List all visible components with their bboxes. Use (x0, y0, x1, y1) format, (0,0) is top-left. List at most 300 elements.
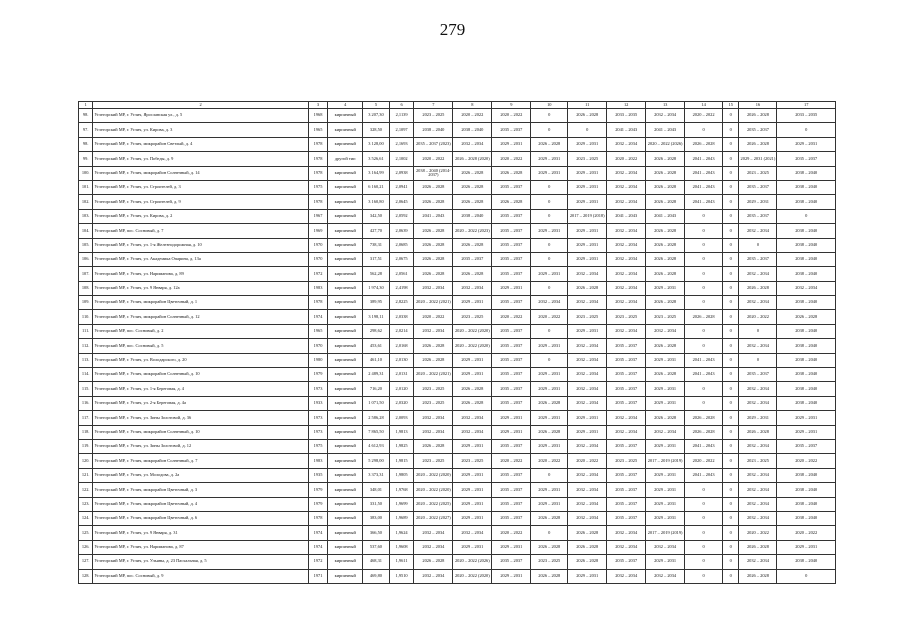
table-cell: 2029 – 2031 (777, 137, 836, 151)
table-cell: 0 (723, 209, 739, 223)
table-cell: 2026 – 2028 (646, 252, 685, 266)
table-row (79, 497, 836, 511)
table-cell: 2020 – 2022 (2027) (414, 511, 453, 525)
table-cell: 2029 – 2031 (568, 180, 607, 194)
table-cell: 104. (79, 224, 93, 238)
table-cell: 2032 – 2034 (607, 166, 646, 180)
table-cell: 113. (79, 353, 93, 367)
table-cell: 2026 – 2028 (646, 296, 685, 310)
table-cell: 2029 – 2031 (492, 540, 531, 554)
table-cell: 1971 (308, 569, 327, 583)
address-cell: Углегорский МР, г. Углич, Ярославская ул., д. 5 (93, 109, 308, 123)
table-cell: 0 (531, 526, 568, 540)
table-cell: 109. (79, 296, 93, 310)
table-cell: 125. (79, 526, 93, 540)
table-cell: 2035 – 2037 (777, 152, 836, 166)
table-cell: 2035 – 2037 (607, 468, 646, 482)
table-cell: кирпичный (328, 209, 363, 223)
table-cell: 2026 – 2028 (414, 224, 453, 238)
header-cell: 6 (389, 102, 414, 109)
table-cell: кирпичный (328, 368, 363, 382)
table-cell: 2026 – 2028 (492, 195, 531, 209)
table-cell: 3 207,30 (363, 109, 390, 123)
table-cell: 2,0120 (389, 382, 414, 396)
table-cell: 128. (79, 569, 93, 583)
table-cell: 2026 – 2028 (568, 555, 607, 569)
table-cell: 2026 – 2028 (453, 180, 492, 194)
table-cell: 0 (685, 483, 723, 497)
table-cell: 0 (723, 454, 739, 468)
table-cell: 2032 – 2034 (453, 137, 492, 151)
table-cell: 0 (777, 209, 836, 223)
address-cell: Углегорский МР, г. Углич, ул. 9 Января, д. 31 (93, 526, 308, 540)
table-cell: 1978 (308, 195, 327, 209)
table-cell: 2035 – 2037 (492, 224, 531, 238)
table-cell: 2032 – 2034 (646, 569, 685, 583)
table-cell: кирпичный (328, 497, 363, 511)
table-cell: 2026 – 2028 (414, 439, 453, 453)
table-cell: 2035 – 2037 (607, 555, 646, 569)
table-row (79, 180, 836, 194)
table-cell: 2032 – 2034 (739, 224, 777, 238)
table-cell: 120. (79, 454, 93, 468)
table-cell: 0 (723, 281, 739, 295)
table-cell: 2032 – 2034 (607, 238, 646, 252)
table-cell: 0 (723, 339, 739, 353)
table-cell: кирпичный (328, 353, 363, 367)
table-cell: 0 (685, 511, 723, 525)
table-cell: 2041 – 2043 (646, 123, 685, 137)
table-cell: 121. (79, 468, 93, 482)
table-cell: 2017 – 2019 (2019) (646, 454, 685, 468)
header-cell: 4 (328, 102, 363, 109)
table-cell: 2029 – 2031 (568, 252, 607, 266)
table-cell: 1,9813 (389, 425, 414, 439)
table-row (79, 166, 836, 180)
table-cell: кирпичный (328, 425, 363, 439)
table-cell: 0 (723, 137, 739, 151)
table-cell: 3 128,00 (363, 137, 390, 151)
table-cell: 0 (723, 152, 739, 166)
page-number: 279 (439, 20, 466, 39)
table-cell: кирпичный (328, 310, 363, 324)
table-row (79, 195, 836, 209)
table-cell: 298,62 (363, 324, 390, 338)
table-cell: 2035 – 2037 (607, 382, 646, 396)
table-cell: 0 (685, 555, 723, 569)
table-cell: 2038 – 2040 (777, 382, 836, 396)
table-cell: 2032 – 2034 (607, 296, 646, 310)
table-cell: 2026 – 2028 (739, 540, 777, 554)
table-cell: 0 (723, 396, 739, 410)
table-cell: 2035 – 2037 (739, 368, 777, 382)
table-cell: 2020 – 2022 (2025) (414, 497, 453, 511)
table-cell: 2029 – 2031 (453, 468, 492, 482)
table-cell: 2026 – 2028 (646, 166, 685, 180)
table-cell: 2,0214 (389, 324, 414, 338)
address-cell: Углегорский МР, г. Углич, ул. Победы, д. 9 (93, 152, 308, 166)
table-cell: 2029 – 2031 (568, 195, 607, 209)
table-cell: 2038 – 2040 (777, 224, 836, 238)
table-cell: 2026 – 2028 (531, 396, 568, 410)
table-cell: 2032 – 2034 (607, 411, 646, 425)
table-cell: 2020 – 2022 (492, 310, 531, 324)
table-cell: 0 (531, 353, 568, 367)
table-cell: 4 612,93 (363, 439, 390, 453)
table-cell: 2026 – 2028 (414, 555, 453, 569)
table-cell: 2032 – 2034 (568, 368, 607, 382)
table-cell: 2020 – 2022 (2020) (453, 569, 492, 583)
table-cell: 2023 – 2025 (453, 310, 492, 324)
table-cell: 2 586,28 (363, 411, 390, 425)
address-cell: Углегорский МР, г. Углич, ул. Кирова, д. 2 (93, 209, 308, 223)
table-cell: 2035 – 2037 (607, 396, 646, 410)
header-row (79, 102, 836, 109)
table-cell: 2032 – 2034 (739, 483, 777, 497)
table-cell: 2026 – 2028 (777, 310, 836, 324)
address-cell: Углегорский МР, г. Углич, микрорайон Цветочный, д. 4 (93, 497, 308, 511)
table-cell: 2026 – 2028 (453, 382, 492, 396)
table-cell: 2035 – 2037 (492, 483, 531, 497)
table-row (79, 152, 836, 166)
table-cell: 2035 – 2037 (492, 468, 531, 482)
table-cell: 366,50 (363, 526, 390, 540)
table-cell: кирпичный (328, 137, 363, 151)
address-cell: Углегорский МР, г. Углич, ул. 9 Января, д. 12а (93, 281, 308, 295)
address-cell: Углегорский МР, пос. Сосновый, д. 2 (93, 324, 308, 338)
table-cell: 108. (79, 281, 93, 295)
table-cell: 103. (79, 209, 93, 223)
table-cell: кирпичный (328, 296, 363, 310)
table-cell: 2035 – 2037 (607, 368, 646, 382)
table-row (79, 339, 836, 353)
table-cell: 331,50 (363, 497, 390, 511)
address-cell: Углегорский МР, г. Углич, микрорайон Солнечный, д. 7 (93, 454, 308, 468)
table-cell: 2035 – 2037 (492, 497, 531, 511)
table-cell: 2026 – 2028 (453, 166, 492, 180)
table-cell: 0 (723, 267, 739, 281)
address-cell: Углегорский МР, г. Углич, микрорайон Солнечный, д. 12 (93, 310, 308, 324)
table-row (79, 483, 836, 497)
table-cell: 2032 – 2034 (568, 511, 607, 525)
table-cell: 1,9624 (389, 526, 414, 540)
table-cell: 2026 – 2028 (739, 425, 777, 439)
table-cell: 0 (739, 324, 777, 338)
table-cell: 2032 – 2034 (414, 281, 453, 295)
table-cell: 2035 – 2037 (492, 396, 531, 410)
table-cell: кирпичный (328, 109, 363, 123)
table-row (79, 238, 836, 252)
table-cell: 2026 – 2028 (531, 425, 568, 439)
table-cell: 389,95 (363, 296, 390, 310)
table-cell: 0 (777, 123, 836, 137)
table-row (79, 310, 836, 324)
table-cell: 2035 – 2037 (607, 483, 646, 497)
table-cell: 2032 – 2034 (568, 439, 607, 453)
table-cell: 0 (685, 123, 723, 137)
table-cell: 2,1139 (389, 109, 414, 123)
table-cell: 2038 – 2040 (777, 555, 836, 569)
table-cell: 0 (723, 224, 739, 238)
table-cell: 0 (685, 267, 723, 281)
table-cell: 2029 – 2031 (492, 281, 531, 295)
table-cell: 0 (723, 109, 739, 123)
table-cell: 2020 – 2022 (739, 310, 777, 324)
table-cell: 2029 – 2031 (2021) (739, 152, 777, 166)
table-cell: 2035 – 2037 (607, 353, 646, 367)
table-cell: 2035 – 2037 (739, 209, 777, 223)
table-cell: 117. (79, 411, 93, 425)
table-cell: 1,9510 (389, 569, 414, 583)
table-cell: 0 (685, 382, 723, 396)
table-cell: 2020 – 2022 (777, 526, 836, 540)
header-cell: 15 (723, 102, 739, 109)
table-cell: 0 (723, 166, 739, 180)
table-cell: 1,9805 (389, 468, 414, 482)
table-cell: 0 (723, 511, 739, 525)
table-cell: 2026 – 2028 (414, 353, 453, 367)
table-cell: 2026 – 2028 (453, 238, 492, 252)
table-cell: 0 (685, 209, 723, 223)
address-cell: Углегорский МР, пос. Сосновый, д. 5 (93, 339, 308, 353)
table-cell: 2035 – 2037 (492, 353, 531, 367)
header-cell: 14 (685, 102, 723, 109)
table-cell: 118. (79, 425, 93, 439)
header-cell: 17 (777, 102, 836, 109)
table-cell: кирпичный (328, 396, 363, 410)
table-cell: 0 (739, 238, 777, 252)
table-cell: 2032 – 2034 (607, 195, 646, 209)
table-cell: 2026 – 2028 (646, 238, 685, 252)
table-cell: 2026 – 2028 (685, 310, 723, 324)
table-cell: 2035 – 2037 (607, 339, 646, 353)
table-cell: 348,01 (363, 483, 390, 497)
table-row (79, 555, 836, 569)
table-cell: 1978 (308, 137, 327, 151)
table-cell: 2041 – 2043 (685, 166, 723, 180)
table-cell: 1965 (308, 123, 327, 137)
table-cell: 2038 – 2040 (777, 468, 836, 482)
table-cell: 2032 – 2034 (607, 267, 646, 281)
table-cell: 2032 – 2034 (414, 569, 453, 583)
table-cell: 0 (685, 526, 723, 540)
table-cell: 0 (685, 569, 723, 583)
address-cell: Углегорский МР, пос. Сосновый, д. 9 (93, 569, 308, 583)
table-cell: 2035 – 2037 (453, 252, 492, 266)
address-cell: Углегорский МР, г. Углич, ул. Нариманова, д. 87 (93, 540, 308, 554)
table-cell: 2029 – 2031 (531, 152, 568, 166)
table-cell: 2026 – 2028 (453, 396, 492, 410)
table-cell: 2032 – 2034 (607, 180, 646, 194)
table-cell: 537,60 (363, 540, 390, 554)
table-cell: кирпичный (328, 526, 363, 540)
table-cell: 2032 – 2034 (414, 411, 453, 425)
table-cell: 2035 – 2037 (739, 252, 777, 266)
table-cell: 2029 – 2031 (492, 137, 531, 151)
table-cell: 2038 – 2040 (777, 483, 836, 497)
table-cell: 1,9815 (389, 454, 414, 468)
table-cell: 2026 – 2028 (685, 411, 723, 425)
table-cell: 0 (531, 468, 568, 482)
table-cell: 2023 – 2025 (646, 310, 685, 324)
table-cell: кирпичный (328, 224, 363, 238)
table-row (79, 569, 836, 583)
table-cell: 2033 – 2035 (777, 109, 836, 123)
table-cell: 2026 – 2028 (739, 137, 777, 151)
table-cell: 2026 – 2028 (646, 339, 685, 353)
table-cell: 1975 (308, 180, 327, 194)
table-cell: 2026 – 2028 (414, 195, 453, 209)
address-cell: Углегорский МР, г. Углич, ул. Зины Золотовой, д. 36 (93, 411, 308, 425)
table-cell: 0 (723, 483, 739, 497)
table-cell: 1983 (308, 281, 327, 295)
table-cell: 2029 – 2031 (568, 569, 607, 583)
table-cell: 101. (79, 180, 93, 194)
table-cell: 2,0131 (389, 368, 414, 382)
table-cell: 2029 – 2031 (646, 555, 685, 569)
table-cell: 2020 – 2022 (492, 109, 531, 123)
table-cell: 2041 – 2043 (646, 209, 685, 223)
table-cell: 2032 – 2034 (739, 439, 777, 453)
table-cell: 2,0639 (389, 224, 414, 238)
table-cell: 2038 – 2040 (777, 396, 836, 410)
table-cell: 2032 – 2034 (739, 468, 777, 482)
table-cell: 2029 – 2031 (531, 224, 568, 238)
table-cell: 2029 – 2031 (531, 483, 568, 497)
table-cell: 2032 – 2034 (646, 425, 685, 439)
table-cell: 2038 – 2040 (777, 252, 836, 266)
address-cell: Углегорский МР, г. Углич, микрорайон Светлый, д. 4 (93, 137, 308, 151)
address-cell: Углегорский МР, г. Углич, микрорайон Цветочный, д. 3 (93, 483, 308, 497)
table-cell: 2020 – 2022 (531, 310, 568, 324)
table-cell: 2026 – 2028 (646, 195, 685, 209)
table-cell: 2,0685 (389, 238, 414, 252)
table-cell: 1975 (308, 439, 327, 453)
table-cell: 0 (723, 411, 739, 425)
table-cell: 2023 – 2025 (739, 454, 777, 468)
table-cell: 2026 – 2028 (646, 411, 685, 425)
table-cell: 0 (723, 526, 739, 540)
table-cell: 1967 (308, 209, 327, 223)
table-cell: 2026 – 2028 (646, 180, 685, 194)
table-cell: 2026 – 2028 (414, 267, 453, 281)
table-cell: 2032 – 2034 (607, 569, 646, 583)
table-cell: 2032 – 2034 (739, 497, 777, 511)
table-cell: 116. (79, 396, 93, 410)
table-cell: 0 (685, 252, 723, 266)
table-cell: 2023 – 2025 (414, 396, 453, 410)
table-cell: 2038 – 2040 (777, 166, 836, 180)
table-cell: 2029 – 2031 (531, 339, 568, 353)
table-cell: 2020 – 2022 (492, 152, 531, 166)
table-cell: 111. (79, 324, 93, 338)
table-cell: 2035 – 2037 (607, 497, 646, 511)
table-cell: 2032 – 2034 (568, 396, 607, 410)
table-cell: 2026 – 2028 (531, 569, 568, 583)
table-cell: 0 (739, 353, 777, 367)
table-cell: 7 865,50 (363, 425, 390, 439)
table-cell: 2026 – 2028 (685, 425, 723, 439)
table-cell: 1974 (308, 526, 327, 540)
table-cell: 2035 – 2037 (739, 180, 777, 194)
table-cell: 0 (723, 540, 739, 554)
table-cell: кирпичный (328, 339, 363, 353)
table-cell: 1,9611 (389, 555, 414, 569)
table-row (79, 511, 836, 525)
table-cell: 2038 – 2040 (2014-2037) (414, 166, 453, 180)
table-cell: 2026 – 2028 (414, 238, 453, 252)
table-cell: 0 (723, 353, 739, 367)
table-cell: 2032 – 2034 (607, 526, 646, 540)
address-cell: Углегорский МР, г. Углич, микрорайон Солнечный, д. 10 (93, 425, 308, 439)
table-cell: 317,51 (363, 252, 390, 266)
table-cell: 2029 – 2031 (531, 166, 568, 180)
table-cell: 0 (685, 339, 723, 353)
table-cell: 2020 – 2022 (2026) (453, 555, 492, 569)
table-cell: 2029 – 2031 (568, 324, 607, 338)
table-cell: 2020 – 2022 (685, 454, 723, 468)
table-cell: 98. (79, 137, 93, 151)
table-cell: 0 (531, 281, 568, 295)
table-cell: 0 (685, 281, 723, 295)
table-cell: 2041 – 2043 (685, 439, 723, 453)
table-row (79, 396, 836, 410)
table-cell: 2026 – 2028 (531, 137, 568, 151)
table-cell: 2029 – 2031 (646, 511, 685, 525)
table-cell: 1,9608 (389, 540, 414, 554)
table-cell: 2029 – 2031 (646, 382, 685, 396)
table-cell: 1935 (308, 468, 327, 482)
table-cell: 2029 – 2031 (646, 468, 685, 482)
table-cell: 2035 – 2037 (492, 296, 531, 310)
table-cell: 2029 – 2031 (646, 497, 685, 511)
table-cell: 0 (723, 310, 739, 324)
table-cell: 2026 – 2028 (646, 152, 685, 166)
table-cell: другой тип (328, 152, 363, 166)
table-cell: 2035 – 2037 (492, 555, 531, 569)
table-cell: 2029 – 2031 (646, 281, 685, 295)
table-cell: 0 (723, 569, 739, 583)
table-cell: 342,50 (363, 209, 390, 223)
table-cell: 1933 (308, 396, 327, 410)
table-cell: 2038 – 2040 (777, 339, 836, 353)
table-cell: 2,0675 (389, 252, 414, 266)
table-cell: 1974 (308, 310, 327, 324)
table-cell: 2029 – 2031 (777, 425, 836, 439)
table-cell: 2026 – 2028 (531, 540, 568, 554)
table-cell: 2020 – 2022 (453, 109, 492, 123)
table-cell: 2032 – 2034 (739, 267, 777, 281)
table-cell: 2032 – 2034 (739, 296, 777, 310)
table-row (79, 209, 836, 223)
table-cell: 127. (79, 555, 93, 569)
table-cell: 2032 – 2034 (607, 324, 646, 338)
header-cell: 16 (739, 102, 777, 109)
table-cell: 1969 (308, 224, 327, 238)
table-cell: 0 (723, 497, 739, 511)
table-cell: 110. (79, 310, 93, 324)
table-cell: 0 (723, 468, 739, 482)
table-cell: 0 (723, 555, 739, 569)
table-row (79, 382, 836, 396)
address-cell: Углегорский МР, г. Углич, ул. Академика Опарина, д. 13а (93, 252, 308, 266)
table-cell: 1978 (308, 166, 327, 180)
table-cell: 99. (79, 152, 93, 166)
table-cell: 2026 – 2028 (2020) (453, 152, 492, 166)
table-cell: 1970 (308, 238, 327, 252)
table-cell: 2041 – 2043 (685, 368, 723, 382)
table-cell: 328,50 (363, 123, 390, 137)
